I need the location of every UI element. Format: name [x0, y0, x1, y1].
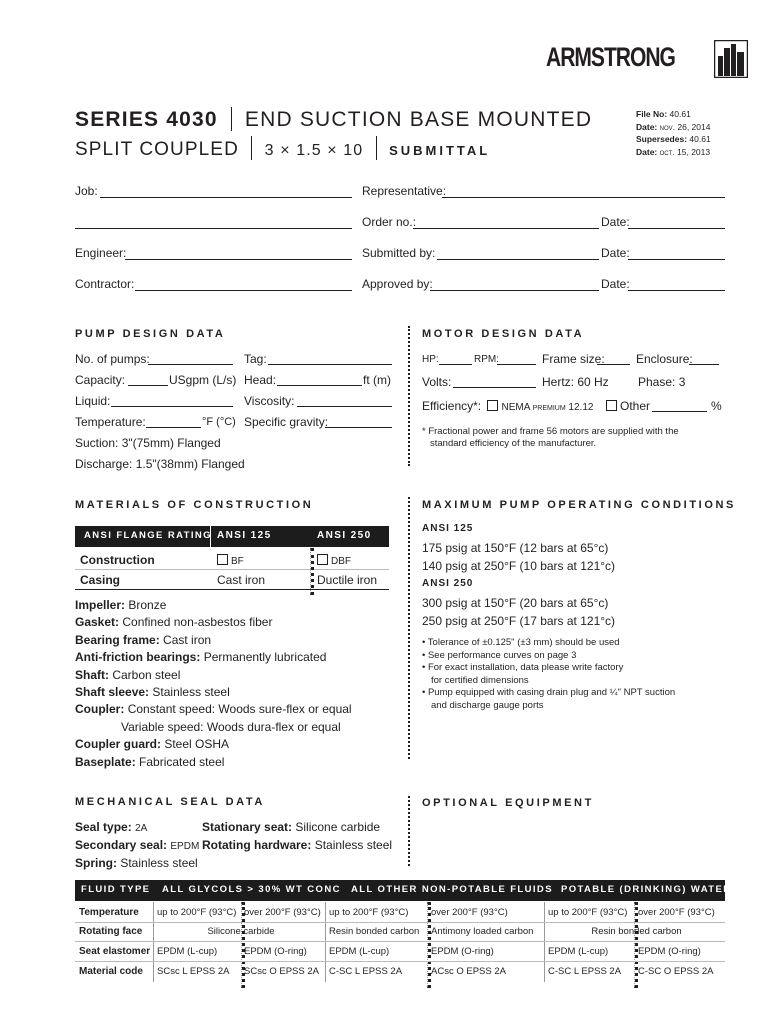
max-conditions-heading: MAXIMUM PUMP OPERATING CONDITIONS [422, 499, 736, 511]
coupler-guard-key: Coupler guard: [75, 737, 161, 752]
contractor-field[interactable] [135, 290, 352, 291]
volts-label: Volts: [422, 375, 452, 389]
frow2 [75, 941, 725, 942]
shaft-key: Shaft: [75, 667, 109, 682]
mc-c5: C-SC L EPSS 2A [548, 966, 622, 977]
supersedes-value: 40.61 [689, 134, 711, 144]
shaft-sleeve-key: Shaft sleeve: [75, 685, 150, 700]
spring-key: Spring: [75, 856, 117, 870]
casing-v2: Ductile iron [317, 573, 378, 587]
se-c5: EPDM (L-cup) [548, 946, 609, 957]
mc-c3: C-SC L EPSS 2A [329, 966, 403, 977]
date2-value: oct. 15, 2013 [659, 146, 711, 157]
date-label: Date: [636, 121, 658, 132]
gasket-val: Confined non-asbestos fiber [122, 615, 273, 630]
capacity-units: USgpm (L/s) [169, 373, 237, 387]
ansi125-label: ANSI 125 [422, 523, 474, 534]
bullet-3: For exact installation, data please write factory [427, 662, 624, 674]
seal-type [75, 820, 147, 834]
material-code-label: Material code [79, 966, 143, 977]
frow1 [75, 922, 725, 923]
bearing-frame-val: Cast iron [163, 632, 212, 647]
tag-label: Tag: [244, 352, 267, 366]
bf-checkbox[interactable] [217, 554, 228, 565]
bullet-1: Tolerance of ±0.125" (±3 mm) should be used [427, 637, 620, 648]
secondary-key: Secondary seal: [75, 838, 168, 852]
mc-c1: SCsc L EPSS 2A [157, 966, 230, 977]
nema-label: NEMA premium 12.12 [501, 402, 594, 413]
representative-field[interactable] [442, 197, 725, 198]
approved-by-field[interactable] [430, 290, 599, 291]
frow3 [75, 961, 725, 962]
submitted-date-label: Date: [601, 246, 630, 260]
capacity-label: Capacity: [75, 373, 126, 387]
mc-c2: SCsc O EPSS 2A [244, 966, 319, 977]
construction-v2 [317, 554, 351, 567]
stationary-key: Stationary seat: [202, 820, 293, 834]
approved-date-field[interactable] [628, 290, 725, 291]
max-l2: 140 psig at 250°F (10 bars at 121°c) [422, 559, 616, 573]
temp-c5: up to 200°F (93°C) [548, 907, 628, 918]
file-no: 40.61 [669, 109, 691, 119]
col-sep [310, 548, 314, 595]
bearings-key: Anti-friction bearings: [75, 650, 201, 665]
temp-c3: up to 200°F (93°C) [329, 907, 409, 918]
mc-c4: ACsc O EPSS 2A [431, 966, 506, 977]
construction-label: Construction [80, 553, 155, 567]
ansi250-label: ANSI 250 [422, 578, 474, 589]
bearings-val: Permanently lubricated [203, 650, 327, 665]
head-field[interactable] [277, 385, 362, 386]
viscosity-field[interactable] [297, 406, 392, 407]
motor-note-2: standard efficiency of the manufacturer. [430, 438, 597, 449]
stationary-val: Silicone carbide [295, 820, 381, 834]
contractor-label: Contractor: [75, 277, 135, 291]
max-l3: 300 psig at 150°F (20 bars at 65°c) [422, 596, 609, 610]
temp-c4: over 200°F (93°C) [431, 907, 508, 918]
date-value: nov. 26, 2014 [659, 121, 711, 132]
rf-c2: Resin bonded carbon [329, 926, 420, 937]
flange-sep [210, 526, 211, 590]
page-subtitle [75, 136, 490, 161]
title-line2a: SPLIT COUPLED [75, 139, 239, 160]
skyline-icon [714, 40, 748, 78]
divider-3 [408, 796, 410, 866]
submitted-by-field[interactable] [437, 259, 599, 260]
title-line1: END SUCTION BASE MOUNTED [244, 108, 593, 131]
job-field-2[interactable] [75, 228, 352, 229]
bf-label: BF [231, 556, 244, 567]
hertz-text: Hertz: 60 Hz [542, 375, 609, 389]
order-no-label: Order no.: [362, 215, 417, 229]
bullet-4b: and discharge gauge ports [431, 699, 544, 711]
spring-val: Stainless steel [120, 856, 198, 870]
flange-col2: ANSI 125 [217, 530, 272, 541]
flange-col1: ANSI FLANGE RATING [84, 530, 212, 541]
phase-text: Phase: 3 [638, 375, 686, 389]
capacity-field[interactable] [128, 385, 168, 386]
rf-c3: Antimony loaded carbon [431, 926, 534, 937]
seat-elastomer-label: Seat elastomer [79, 946, 151, 957]
frame-size-field[interactable] [597, 364, 630, 365]
date2-label: Date: [636, 146, 658, 157]
other-checkbox[interactable] [606, 400, 617, 411]
frame-size-label: Frame size: [542, 352, 605, 366]
casing-label: Casing [80, 573, 121, 587]
casing-v1: Cast iron [217, 573, 266, 587]
tag-field[interactable] [268, 364, 392, 365]
hp-field[interactable] [439, 364, 472, 365]
bearing-frame-key: Bearing frame: [75, 632, 160, 647]
order-date-label: Date: [601, 215, 630, 229]
fcol3 [325, 902, 326, 982]
rotating-face-label: Rotating face [79, 926, 143, 937]
suction-text: Suction: 3"(75mm) Flanged [75, 436, 221, 450]
submitted-by-label: Submitted by: [362, 246, 436, 260]
specific-gravity-field[interactable] [325, 427, 392, 428]
motor-design-heading: MOTOR DESIGN DATA [422, 328, 585, 340]
baseplate-key: Baseplate: [75, 754, 136, 769]
secondary-seal [75, 838, 199, 852]
coupler-guard-val: Steel OSHA [164, 737, 230, 752]
series-title: SERIES 4030 [75, 108, 218, 131]
construction-v1 [217, 554, 244, 567]
shaft-val: Carbon steel [112, 667, 181, 682]
file-no-label: File No: [636, 109, 668, 119]
order-no-field[interactable] [413, 228, 599, 229]
no-pumps-field[interactable] [148, 364, 233, 365]
rotating-val: Stainless steel [314, 838, 393, 852]
baseplate-val: Fabricated steel [139, 754, 225, 769]
secondary-val: EPDM [170, 841, 200, 852]
temperature-label: Temperature: [75, 415, 146, 429]
flange-col3: ANSI 250 [317, 530, 372, 541]
materials-list [75, 597, 352, 771]
fluid-h1: FLUID TYPE [81, 884, 151, 895]
other-row [606, 399, 650, 413]
no-pumps-label: No. of pumps: [75, 352, 150, 366]
efficiency-row [422, 399, 593, 413]
fluid-h2: ALL GLYCOLS > 30% WT CONC [162, 884, 341, 895]
dbf-label: DBF [331, 556, 351, 567]
brand-name: ARMSTRONG [546, 42, 675, 72]
pump-design-heading: PUMP DESIGN DATA [75, 328, 226, 340]
rf-c4: Resin bonded carbon [591, 926, 682, 937]
title-line2b: 3 × 1.5 × 10 [264, 142, 364, 159]
page-title [75, 107, 592, 132]
submitted-date-field[interactable] [628, 259, 725, 260]
max-l4: 250 psig at 250°F (17 bars at 121°c) [422, 614, 616, 628]
coupler-key: Coupler: [75, 702, 125, 717]
head-units: ft (m) [363, 373, 391, 387]
order-date-field[interactable] [628, 228, 725, 229]
representative-label: Representative: [362, 184, 447, 198]
dbf-checkbox[interactable] [317, 554, 328, 565]
liquid-field[interactable] [111, 406, 233, 407]
title-line2c: SUBMITTAL [389, 143, 491, 158]
seal-heading: MECHANICAL SEAL DATA [75, 796, 265, 808]
rpm-label: RPM: [474, 354, 499, 365]
enclosure-label: Enclosure: [636, 352, 693, 366]
percent-label: % [711, 399, 722, 413]
brand-logo [546, 40, 748, 80]
se-c6: EPDM (O-ring) [638, 946, 701, 957]
se-c3: EPDM (L-cup) [329, 946, 390, 957]
fluid-h3: ALL OTHER NON-POTABLE FLUIDS [351, 884, 553, 895]
approved-by-label: Approved by: [362, 277, 433, 291]
hp-label: HP: [422, 354, 439, 365]
temp-units: °F (°C) [202, 416, 236, 428]
discharge-text: Discharge: 1.5"(38mm) Flanged [75, 457, 245, 471]
divider-2 [408, 497, 410, 759]
approved-date-label: Date: [601, 277, 630, 291]
rotating-key: Rotating hardware: [202, 838, 312, 852]
stationary-seat [202, 820, 380, 834]
impeller-val: Bronze [128, 598, 167, 612]
volts-field[interactable] [453, 387, 536, 388]
rpm-field[interactable] [497, 364, 536, 365]
temp-c2: over 200°F (93°C) [244, 907, 321, 918]
temp-c6: over 200°F (93°C) [638, 907, 715, 918]
se-c1: EPDM (L-cup) [157, 946, 218, 957]
supersedes-label: Supersedes: [636, 134, 688, 144]
coupler-variable-val: Variable speed: Woods dura-flex or equal [121, 719, 341, 734]
fcol1 [153, 902, 154, 982]
motor-note-1: * Fractional power and frame 56 motors are supplied with the [422, 426, 679, 437]
temp-c1: up to 200°F (93°C) [157, 907, 237, 918]
coupler-val: Constant speed: Woods sure-flex or equal [127, 702, 352, 717]
enclosure-field[interactable] [689, 364, 719, 365]
specific-gravity-label: Specific gravity: [244, 415, 329, 429]
max-l1: 175 psig at 150°F (12 bars at 65°c) [422, 541, 609, 555]
job-label: Job: [75, 184, 98, 198]
fluid-h4: POTABLE (DRINKING) WATER [561, 884, 732, 895]
row-sep-2 [75, 589, 389, 590]
rotating-hardware [202, 838, 392, 852]
engineer-label: Engineer: [75, 246, 127, 260]
row-sep [75, 569, 389, 570]
shaft-sleeve-val: Stainless steel [152, 685, 230, 700]
engineer-field[interactable] [125, 259, 352, 260]
temp-row-label: Temperature [79, 907, 139, 918]
other-field[interactable] [652, 411, 707, 412]
seal-type-val: 2A [135, 823, 148, 834]
file-info [636, 108, 711, 158]
liquid-label: Liquid: [75, 394, 111, 408]
spring [75, 856, 198, 870]
nema-checkbox[interactable] [487, 400, 498, 411]
flange-header [75, 526, 389, 547]
impeller-key: Impeller: [75, 598, 126, 612]
seal-type-key: Seal type: [75, 820, 132, 834]
gasket-key: Gasket: [75, 615, 120, 630]
bullet-4: Pump equipped with casing drain plug and ¼" NPT suction [427, 687, 676, 699]
bullet-3b: for certified dimensions [431, 674, 529, 686]
viscosity-label: Viscosity: [244, 394, 295, 408]
job-field[interactable] [100, 197, 352, 198]
temperature-field[interactable] [146, 427, 201, 428]
se-c2: EPDM (O-ring) [244, 946, 307, 957]
materials-heading: MATERIALS OF CONSTRUCTION [75, 499, 314, 511]
other-label: Other [620, 399, 651, 413]
optional-heading: OPTIONAL EQUIPMENT [422, 797, 594, 809]
fcol5 [544, 902, 545, 982]
head-label: Head: [244, 373, 277, 387]
max-bullets: • Tolerance of ±0.125" (±3 mm) should be used • See performance curves on page 3 • For exact installation, data please write factory for certified dimensions • Pump equipped with casing drain plug and ¼" NPT suction and discharge gauge ports [422, 637, 676, 711]
fluid-header [75, 880, 732, 901]
bullet-2: See performance curves on page 3 [427, 649, 577, 661]
rf-c1: Silicone carbide [207, 926, 275, 937]
mc-c6: C-SC O EPSS 2A [638, 966, 714, 977]
efficiency-label: Efficiency*: [422, 399, 482, 413]
se-c4: EPDM (O-ring) [431, 946, 494, 957]
divider [408, 326, 410, 466]
